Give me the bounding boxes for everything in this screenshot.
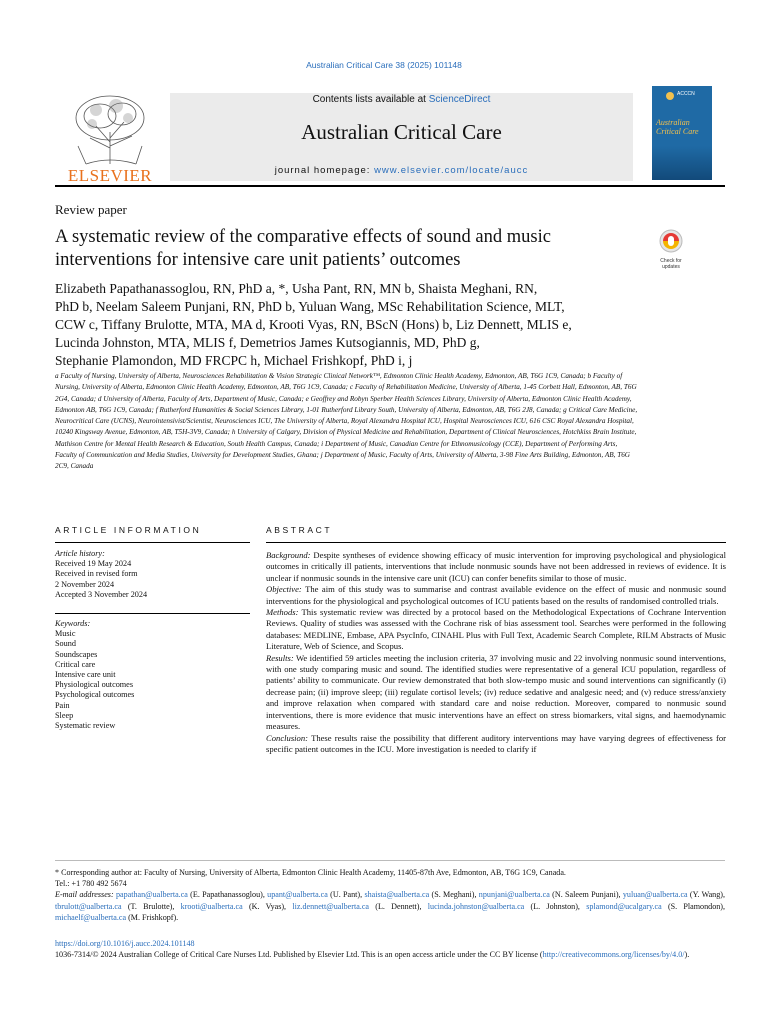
history-item: Received 19 May 2024 (55, 559, 132, 569)
history-item: 2 November 2024 (55, 579, 115, 589)
article-title: A systematic review of the comparative effects of sound and music interventions for intensive care unit patients’ outcomes (55, 227, 551, 270)
check-updates-icon (652, 228, 690, 254)
keyword-item: Systematic review (55, 721, 116, 731)
email-owner: (S. Meghani), (429, 890, 479, 900)
results-label: Results: (266, 652, 294, 663)
cover-graphic (652, 146, 712, 180)
history-item: Received in revised form (55, 569, 138, 579)
affiliations: a Faculty of Nursing, University of Alberta, Neurosciences Rehabilitation & Vision Strategic Clinical Network™, Edmonton Clinic Health Academy, Edmonton, AB, T6G 1C9, Canada; b Faculty of Nursing, University of Alberta, Edmonton Clinic Health Academy, Edmonton, AB, T6G 1C9, Canada; c Faculty of Rehabilitation Medicine, University of Alberta, 1-45 Corbett Hall, Edmonton, AB, T6G 2G4, Canada; d University of Alberta, Faculty of Arts, Department of Music, Canada; e Geoffrey and Robyn Sperber Health Sciences Library, University of Alberta, Edmonton Clinic Health Academy, Edmonton AB, T6G 1C9, Canada; f Rutherford Humanities & Social Sciences Library, 1-01 Rutherford Library South, University of Alberta, Edmonton, AB, T6G 2J8, Canada; g Critical Care Medicine, Neurocritical Care (UCNS), Neurointensivist/Scientist, Neurosciences ICU, The University of Alberta, Royal Alexandra Hospital ICU, Hospital Neurosciences ICU, 616 CSC Royal Alexandra Hospital, 10240 Kingsway Avenue, Edmonton, AB, T5H-3V9, Canada; h University of Calgary, Division of Physical Medicine and Rehabilitation, Department of Clinical Neurosciences, Hotchkiss Brain Institute, Mathison Centre for Mental Health Research & Education, South Health Campus, Canada; i Department of Music, Canadian Centre for Ethnomusicology (CCE), Department of Performing Arts, Faculty of Communication and Media Studies, University for Development Studies, Ghana; j Department of Music, Faculty of Arts, University of Alberta, 3-98 Fine Arts Building, Edmonton, AB, T6G 2C9, Canada (55, 372, 638, 471)
keyword-item: Sleep (55, 710, 74, 720)
info-rule-top (55, 542, 250, 543)
footnotes (55, 867, 725, 923)
sciencedirect-link[interactable]: ScienceDirect (428, 94, 491, 105)
contents-line (170, 94, 633, 105)
email-link[interactable]: shaista@ualberta.ca (364, 890, 430, 900)
abstract-body (266, 550, 726, 755)
check-for-updates-button[interactable] (652, 228, 690, 270)
email-link[interactable]: michaelf@ualberta.ca (55, 912, 127, 922)
keyword-item: Psychological outcomes (55, 690, 135, 700)
keywords (55, 619, 250, 731)
keyword-item: Sound (55, 639, 76, 649)
author-line: Elizabeth Papathanassoglou, RN, PhD a, *, Usha Pant, RN, MN b, Shaista Meghani, RN, (55, 281, 538, 296)
conclusion-text: These results raise the possibility that different auditory interventions may have varying degrees of effectiveness for specific patient outcomes in the ICU. More investigation is needed to clarify if (266, 732, 726, 754)
author-line: Stephanie Plamondon, MD FRCPC h, Michael Frishkopf, PhD i, j (55, 353, 413, 368)
methods-label: Methods: (266, 607, 299, 618)
keyword-item: Physiological outcomes (55, 680, 134, 690)
email-owner: (T. Brulotte), (121, 901, 181, 911)
abstract-results (266, 653, 726, 733)
email-link[interactable]: npunjani@ualberta.ca (478, 890, 550, 900)
email-label: E-mail addresses: (55, 890, 114, 900)
background-text: Despite syntheses of evidence showing efficacy of music intervention for improving psychological and physiological outcomes in critically ill patients, interventions that include nonmusic sounds have not been addressed in reviews of evidence. It is unclear if nonmusic sounds in the intensive care unit (ICU) can confer benefits similar to those of music. (266, 550, 726, 583)
journal-cover[interactable] (652, 86, 712, 180)
keyword-item: Intensive care unit (55, 670, 116, 680)
contents-prefix: Contents lists available at (312, 94, 429, 105)
elsevier-wordmark: ELSEVIER (67, 166, 153, 185)
email-owner: (S. Plamondon), (661, 901, 726, 911)
email-link[interactable]: splamond@ucalgary.ca (586, 901, 662, 911)
telephone: Tel.: +1 780 492 5674 (55, 879, 127, 889)
email-owner: (Y. Wang), (687, 890, 725, 900)
author-list (55, 280, 655, 370)
author-line: CCW c, Tiffany Brulotte, MTA, MA d, Krooti Vyas, RN, BScN (Hons) b, Liz Dennett, MLIS e, (55, 317, 572, 332)
corresponding-author: * Corresponding author at: Faculty of Nursing, University of Alberta, Edmonton Clinic Health Academy, 11405-87th Ave, Edmonton, AB, T6G 1C9, Canada. (55, 868, 566, 877)
footnote-rule (55, 860, 725, 861)
author-line: Lucinda Johnston, MTA, MLIS f, Demetrios James Kutsogiannis, MD, PhD g, (55, 335, 480, 350)
cover-title-line-2: Critical Care (656, 127, 699, 136)
doi-link[interactable]: https://doi.org/10.1016/j.aucc.2024.101148 (55, 939, 195, 948)
elsevier-logo[interactable] (56, 86, 164, 185)
license-link[interactable]: http://creativecommons.org/licenses/by/4.0/ (542, 950, 685, 960)
email-link[interactable]: upant@ualberta.ca (267, 890, 328, 900)
journal-title: Australian Critical Care (301, 120, 502, 144)
email-owner: (U. Pant), (327, 890, 365, 900)
abstract-heading: ABSTRACT (266, 525, 333, 535)
article-history (55, 549, 250, 600)
article-info-heading: ARTICLE INFORMATION (55, 525, 202, 535)
check-updates-line-1: Check for (660, 258, 682, 264)
license-text: 1036-7314/© 2024 Australian College of Critical Care Nurses Ltd. Published by Elsevier Ltd. This is an open access article under the CC BY license ( (55, 950, 543, 960)
keyword-item: Pain (55, 700, 70, 710)
keyword-item: Soundscapes (55, 649, 98, 659)
history-label: Article history: (55, 549, 105, 558)
email-owner: (L. Johnston), (524, 901, 587, 911)
abstract-rule (266, 542, 726, 543)
email-owner: (N. Saleem Punjani), (549, 890, 623, 900)
methods-text: This systematic review was directed by a protocol based on the Methodological Expectations of Cochrane Intervention Reviews. Quality of studies was assessed with the Cochrane risk of bias assessment tool. Searches were performed in the following databases: MEDLINE, Embase, APA PsycInfo, CINAHL Plus with Full Text, Academic Search Complete, RILM Abstracts of Music Literature, Web of Science, and Scopus. (266, 607, 726, 652)
cover-emblem-icon (666, 92, 674, 100)
header-rule (55, 185, 725, 187)
email-link[interactable]: krooti@ualberta.ca (180, 901, 243, 911)
email-owner: (K. Vyas), (242, 901, 293, 911)
email-link[interactable]: lucinda.johnston@ualberta.ca (427, 901, 525, 911)
conclusion-label: Conclusion: (266, 732, 309, 743)
email-link[interactable]: papathan@ualberta.ca (115, 890, 188, 900)
objective-text: The aim of this study was to summarise and contrast available evidence on the effect of music and nonmusic sound interventions for the physiological and psychological outcomes of ICU patients based on the results of randomised controlled trials. (266, 584, 726, 606)
results-text: We identified 59 articles meeting the inclusion criteria, 37 involving music and 22 involving nonmusic sound interventions, with one study comparing music and sound. The identified studies were representative of a general ICU population, regardless of patients’ ability to communicate. Our review demonstrated that both slow-tempo music and sound interventions can significantly (i) decrease pain; (ii) improve sleep; (iii) regulate cortisol levels; (iv) reduce sedative and analgesic need; and (v) reduce stress/anxiety and improve relaxation when compared with standard care and noise reduction. Moreover, compared to nonmusic sound interventions, there is more evidence that music interventions have an effect on stress biomarkers, vital signs, and haemodynamic measures. (266, 652, 726, 732)
keyword-item: Music (55, 629, 76, 639)
email-link[interactable]: tbrulott@ualberta.ca (55, 901, 122, 911)
abstract-methods (266, 607, 726, 653)
license-suffix: ). (684, 950, 690, 960)
info-rule-middle (55, 613, 250, 614)
email-owner: (M. Frishkopf). (126, 912, 179, 922)
email-owner: (E. Papathanassoglou), (187, 890, 268, 900)
abstract-conclusion (266, 733, 726, 756)
email-link[interactable]: liz.dennett@ualberta.ca (292, 901, 370, 911)
cover-title (656, 118, 699, 136)
journal-homepage (170, 165, 633, 176)
doi-and-license (55, 938, 725, 960)
email-list (55, 890, 725, 921)
keyword-item: Critical care (55, 659, 96, 669)
email-link[interactable]: yuluan@ualberta.ca (622, 890, 688, 900)
abstract-objective (266, 584, 726, 607)
keywords-label: Keywords: (55, 619, 91, 628)
cover-title-line-1: Australian (656, 118, 690, 127)
homepage-prefix: journal homepage: (274, 165, 375, 176)
article-type: Review paper (55, 202, 127, 217)
abstract-background (266, 550, 726, 584)
journal-citation[interactable]: Australian Critical Care 38 (2025) 101148 (306, 60, 462, 70)
license-statement (55, 949, 725, 960)
check-updates-label (652, 259, 690, 270)
cover-brand: ACCCN (677, 91, 695, 97)
email-owner: (L. Dennett), (369, 901, 428, 911)
homepage-link[interactable]: www.elsevier.com/locate/aucc (374, 165, 529, 176)
history-item: Accepted 3 November 2024 (55, 589, 148, 599)
email-addresses (55, 889, 725, 923)
check-updates-line-2: updates (662, 263, 680, 270)
author-line: PhD b, Neelam Saleem Punjani, RN, PhD b, Yuluan Wang, MSc Rehabilitation Science, MLT, (55, 299, 565, 314)
objective-label: Objective: (266, 584, 302, 595)
background-label: Background: (266, 550, 311, 560)
